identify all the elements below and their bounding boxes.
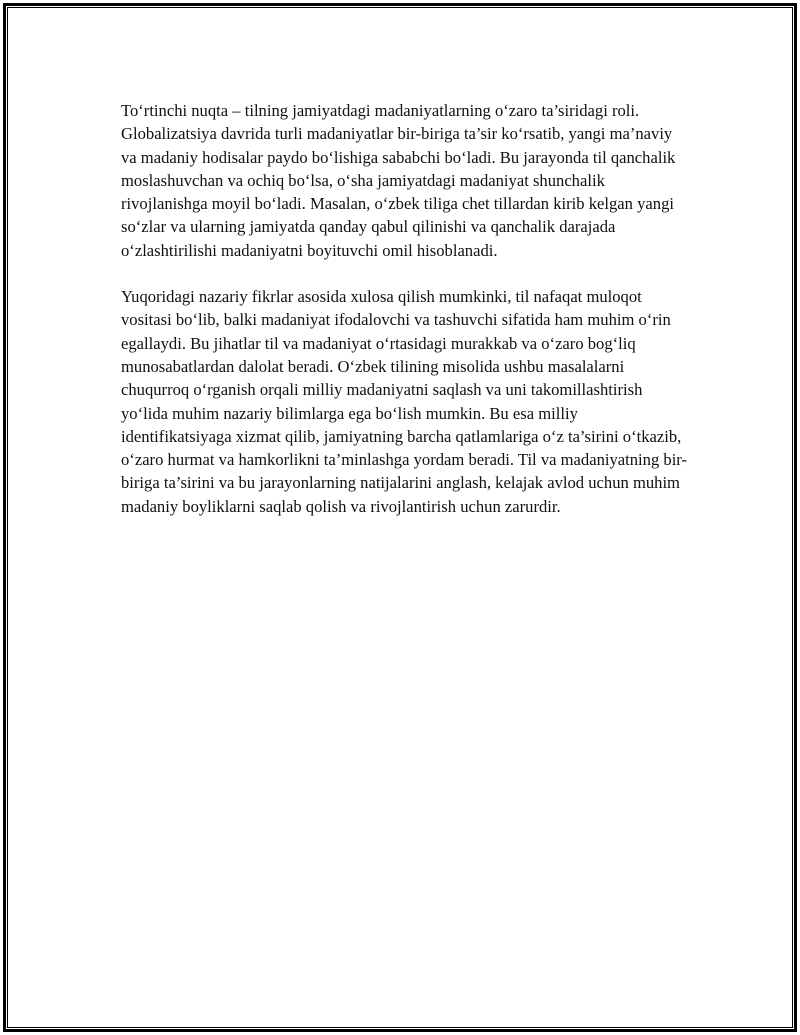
document-body <box>121 99 691 518</box>
page-border <box>3 3 797 1032</box>
paragraph-fourth-point: To‘rtinchi nuqta – tilning jamiyatdagi madaniyatlarning o‘zaro ta’siridagi roli. Globalizatsiya davrida turli madaniyatlar bir-biriga ta’sir ko‘rsatib, yangi ma’naviy va madaniy hodisalar paydo bo‘lishiga sababchi bo‘ladi. Bu jarayonda til qanchalik moslashuvchan va ochiq bo‘lsa, o‘sha jamiyatdagi madaniyat shunchalik rivojlanishga moyil bo‘ladi. Masalan, o‘zbek tiliga chet tillardan kirib kelgan yangi so‘zlar va ularning jamiyatda qanday qabul qilinishi va qanchalik darajada o‘zlashtirilishi madaniyatni boyituvchi omil hisoblanadi. <box>121 101 676 260</box>
paragraph-conclusion: Yuqoridagi nazariy fikrlar asosida xulosa qilish mumkinki, til nafaqat muloqot vositasi bo‘lib, balki madaniyat ifodalovchi va tashuvchi sifatida ham muhim o‘rin egallaydi. Bu jihatlar til va madaniyat o‘rtasidagi murakkab va o‘zaro bog‘liq munosabatlardan dalolat beradi. O‘zbek tilining misolida ushbu masalalarni chuqurroq o‘rganish orqali milliy madaniyatni saqlash va uni takomillashtirish yo‘lida muhim nazariy bilimlarga ega bo‘lish mumkin. Bu esa milliy identifikatsiyaga xizmat qilib, jamiyatning barcha qatlamlariga o‘z ta’sirini o‘tkazib, o‘zaro hurmat va hamkorlikni ta’minlashga yordam beradi. Til va madaniyatning bir-biriga ta’sirini va bu jarayonlarning natijalarini anglash, kelajak avlod uchun muhim madaniy boyliklarni saqlab qolish va rivojlantirish uchun zarurdir. <box>121 287 688 516</box>
